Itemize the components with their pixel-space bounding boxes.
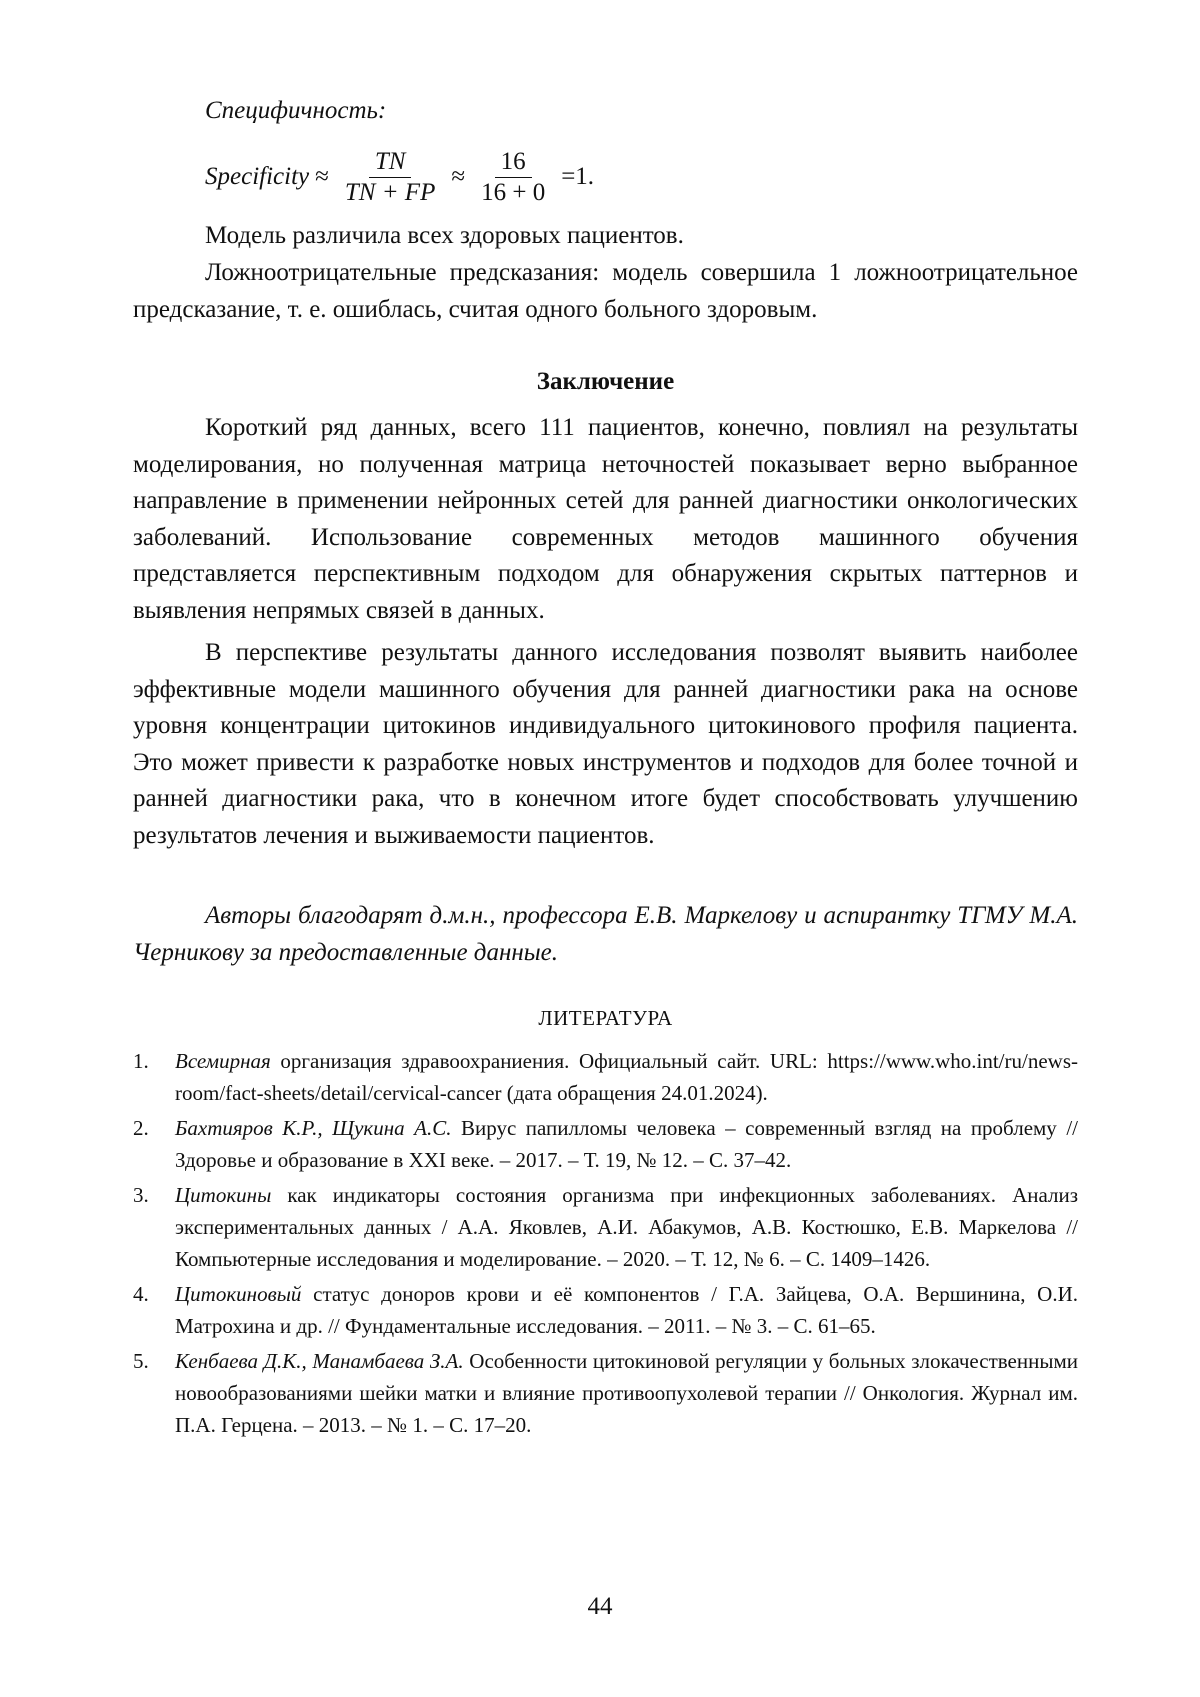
reference-number: 4. [133,1282,149,1306]
reference-author: Всемирная [175,1049,271,1073]
references-list [133,1045,1078,1444]
conclusion-paragraph-2: В перспективе результаты данного исследования позволят выявить наиболее эффективные модели машинного обучения для ранней диагностики рака на основе уровня концентрации цитокинов индивидуального цитокинового профиля пациента. Это может привести к разработке новых инструментов и подходов для более точной и ранней диагностики рака, что в конечном итоге будет способствовать улучшению результатов лечения и выживаемости пациентов. [133,639,1078,849]
paragraph-false-negatives: Ложноотрицательные предсказания: модель совершила 1 ложноотрицательное предсказание, т. е. ошиблась, считая одного больного здоровым. [133,259,1078,323]
reference-item [133,1045,1078,1109]
reference-number: 2. [133,1116,149,1140]
reference-number: 5. [133,1349,149,1373]
reference-body [175,1045,1078,1109]
reference-body [175,1112,1078,1176]
references-heading: ЛИТЕРАТУРА [538,1006,673,1030]
conclusion-paragraph-1: Короткий ряд данных, всего 111 пациентов, конечно, повлиял на результаты моделирования, но полученная матрица неточностей показывает верно выбранное направление в применении нейронных сетей для ранней диагностики онкологических заболеваний. Использование современных методов машинного обучения представляется перспективным подходом для обнаружения скрытых паттернов и выявления непрямых связей в данных. [133,414,1078,624]
reference-item [133,1278,1078,1342]
formula-frac1-numerator: TN [369,147,412,178]
reference-text: Особенности цитокиновой регуляции у больных злокачественными новообразованиями шейки матки и влияние противоопухолевой терапии // Онкология. Журнал им. П.А. Герцена. – 2013. – № 1. – С. 17–20. [175,1349,1078,1437]
reference-item [133,1345,1078,1441]
reference-text: Вирус папилломы человека – современный взгляд на проблему // Здоровье и образование в XXI веке. – 2017. – Т. 19, № 12. – С. 37–42. [175,1116,1078,1172]
reference-item [133,1179,1078,1275]
specificity-label: Специфичность: [205,97,387,124]
formula-fraction-values [475,147,551,208]
formula-frac2-numerator: 16 [495,147,532,178]
reference-body [175,1278,1078,1342]
reference-author: Цитокины [175,1183,272,1207]
formula-result: =1. [561,163,595,190]
formula-frac2-denominator: 16 + 0 [481,178,546,206]
formula-lhs: Specificity [205,163,310,190]
conclusion-heading: Заключение [536,368,675,395]
reference-author: Цитокиновый [175,1282,302,1306]
reference-number: 1. [133,1049,149,1073]
reference-text: как индикаторы состояния организма при инфекционных заболеваниях. Анализ экспериментальных данных / А.А. Яковлев, А.И. Абакумов, А.В. Костюшко, Е.В. Маркелова // Компьютерные исследования и моделирование. – 2020. – Т. 12, № 6. – С. 1409–1426. [175,1183,1078,1271]
formula-fraction-tn [339,147,442,208]
acknowledgement: Авторы благодарят д.м.н., профессора Е.В. Маркелову и аспирантку ТГМУ М.А. Черникову за предоставленные данные. [133,902,1078,966]
reference-body [175,1179,1078,1275]
reference-author: Бахтияров К.Р., Щукина А.С. [175,1116,452,1140]
formula-frac1-denominator: TN + FP [344,178,436,206]
specificity-formula [205,142,600,212]
reference-item [133,1112,1078,1176]
reference-author: Кенбаева Д.К., Манамбаева З.А. [175,1349,464,1373]
reference-text: статус доноров крови и её компонентов / Г.А. Зайцева, О.А. Вершинина, О.И. Матрохина и др. // Фундаментальные исследования. – 2011. – № 3. – С. 61–65. [175,1282,1078,1338]
reference-body [175,1345,1078,1441]
formula-approx-2: ≈ [451,163,466,190]
formula-approx-1: ≈ [315,163,329,190]
reference-text: организация здравоохраниения. Официальный сайт. URL: https://www.who.int/ru/news-room/fact-sheets/detail/cervical-cancer (дата обращения 24.01.2024). [175,1049,1078,1105]
page-number: 44 [587,1593,613,1620]
reference-number: 3. [133,1183,149,1207]
paragraph-model: Модель различила всех здоровых пациентов. [205,222,684,249]
